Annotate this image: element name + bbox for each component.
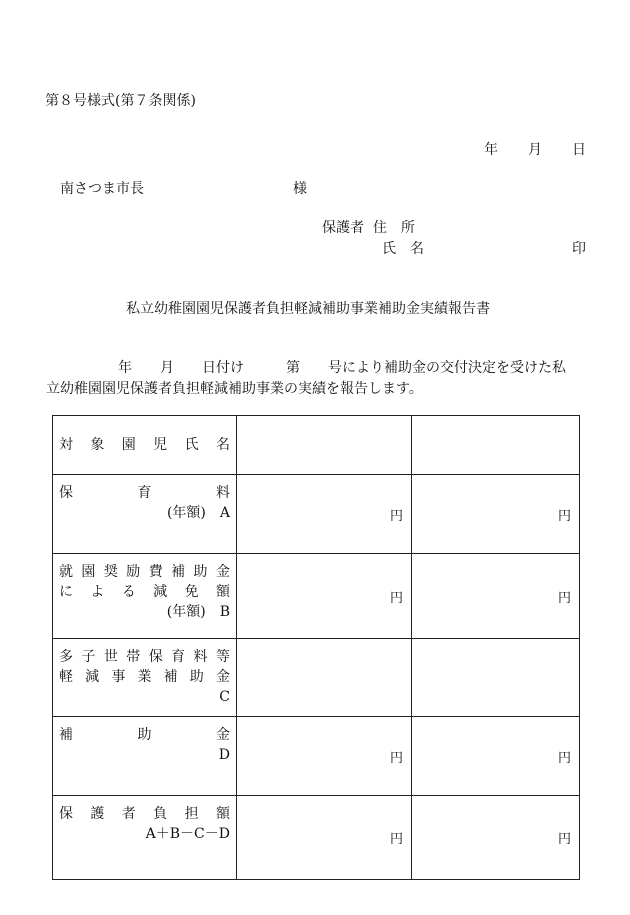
form-number: 第８号様式(第７条関係)	[45, 93, 196, 109]
report-date	[484, 141, 586, 159]
childcare-fee-cell-2[interactable]: 円	[412, 475, 580, 554]
applicant-address-line	[322, 219, 415, 237]
label-childcare-fee: 保 育 料 (年額) A	[53, 475, 237, 554]
addressee-name: 南さつま市長	[60, 181, 144, 197]
subsidy-reduction-cell-1[interactable]: 円	[237, 554, 412, 639]
label-subsidy-reduction: 就 園 奨 励 費 補 助 金 に よ る 減 免 額 (年額) B	[53, 554, 237, 639]
table-row-childcare-fee	[53, 475, 580, 554]
date-day-label: 日	[572, 142, 586, 158]
guardian-burden-cell-1[interactable]: 円	[237, 796, 412, 880]
body-text-line1: 年 月 日付け 第 号により補助金の交付決定を受けた私	[118, 360, 566, 376]
applicant-address-label: 住 所	[372, 220, 415, 236]
label-subsidy-amount: 補 助 金 D	[53, 717, 237, 796]
child-name-cell-1[interactable]	[237, 416, 412, 475]
label-child-name: 対 象 園 児 氏 名	[53, 416, 237, 475]
table-row-guardian-burden	[53, 796, 580, 880]
childcare-fee-cell-1[interactable]: 円	[237, 475, 412, 554]
applicant-name-label: 氏 名	[382, 241, 424, 257]
document-title: 私立幼稚園園児保護者負担軽減補助事業補助金実績報告書	[126, 301, 490, 317]
label-multichild-subsidy: 多 子 世 帯 保 育 料 等 軽 減 事 業 補 助 金 C	[53, 639, 237, 717]
child-name-cell-2[interactable]	[412, 416, 580, 475]
table-row-subsidy-amount	[53, 717, 580, 796]
subsidy-amount-cell-1[interactable]: 円	[237, 717, 412, 796]
applicant-role: 保護者	[322, 220, 364, 236]
body-text-line2: 立幼稚園園児保護者負担軽減補助事業の実績を報告します。	[46, 381, 423, 397]
multichild-subsidy-cell-1[interactable]	[237, 639, 412, 717]
table-row-multichild-subsidy	[53, 639, 580, 717]
seal-mark: 印	[572, 241, 586, 257]
label-guardian-burden: 保 護 者 負 担 額 A＋B－C－D	[53, 796, 237, 880]
date-year-label: 年	[484, 142, 498, 158]
date-month-label: 月	[528, 142, 542, 158]
table-row-subsidy-reduction	[53, 554, 580, 639]
subsidy-reduction-cell-2[interactable]: 円	[412, 554, 580, 639]
subsidy-amount-cell-2[interactable]: 円	[412, 717, 580, 796]
guardian-burden-cell-2[interactable]: 円	[412, 796, 580, 880]
addressee-honorific: 様	[293, 181, 307, 197]
report-table	[52, 415, 580, 880]
table-row-child-name	[53, 416, 580, 475]
multichild-subsidy-cell-2[interactable]	[412, 639, 580, 717]
